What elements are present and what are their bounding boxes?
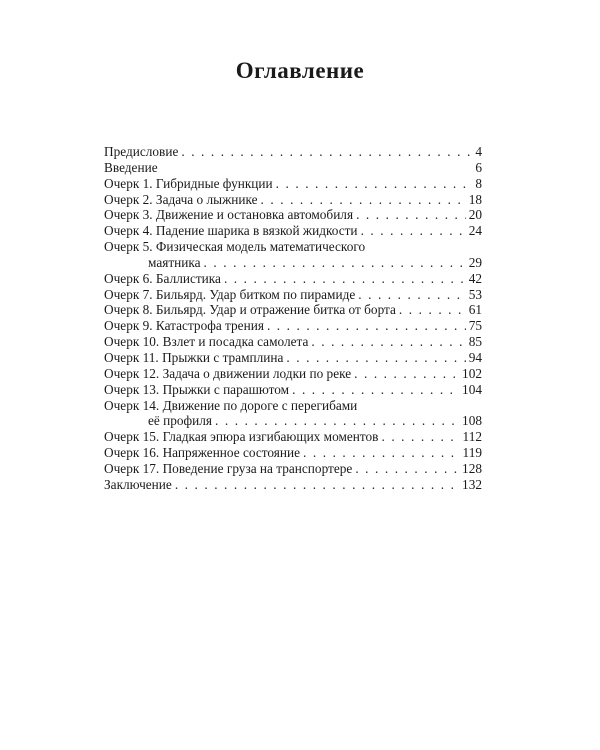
toc-leader-dots <box>311 334 465 350</box>
toc-page-number: 8 <box>475 175 482 191</box>
toc-page-number: 85 <box>468 334 482 350</box>
toc-leader-dots <box>276 176 473 192</box>
toc-page-number: 29 <box>468 254 482 270</box>
toc-leader-dots <box>175 477 459 493</box>
toc-entry-title: Очерк 8. Бильярд. Удар и отражение битка от борта <box>104 302 396 318</box>
toc-entry-title: Очерк 11. Прыжки с трамплина <box>104 349 284 365</box>
toc-leader-dots <box>381 429 459 445</box>
toc-entry-title: Очерк 16. Напряженное состояние <box>104 445 301 461</box>
toc-leader-dots <box>354 366 459 382</box>
toc-entry <box>104 144 482 160</box>
toc-entry-title: её профиля <box>148 413 213 429</box>
toc-leader-dots <box>361 223 466 239</box>
toc-page-number: 108 <box>462 413 482 429</box>
toc-entry <box>104 477 482 493</box>
toc-page-number: 75 <box>468 318 482 334</box>
toc-entry <box>104 382 482 398</box>
toc-entry <box>104 160 482 176</box>
toc-page-number: 94 <box>468 349 482 365</box>
toc-page-number: 42 <box>468 270 482 286</box>
toc-leader-dots <box>292 382 459 398</box>
toc-entry-title: Очерк 5. Физическая модель математического <box>104 239 366 255</box>
toc-leader-dots <box>215 413 459 429</box>
toc-entry-title: Очерк 9. Катастрофа трения <box>104 318 264 334</box>
toc-entry <box>104 429 482 445</box>
toc-leader-dots <box>355 461 459 477</box>
toc-entry-title: Очерк 3. Движение и остановка автомобиля <box>104 207 354 223</box>
toc-page-number: 112 <box>462 429 482 445</box>
toc-entry-title: маятника <box>148 254 201 270</box>
toc-entry-title: Введение <box>104 159 158 175</box>
toc-page-number: 20 <box>468 207 482 223</box>
toc-entry-title: Очерк 12. Задача о движении лодки по реке <box>104 365 352 381</box>
toc-entry-title: Предисловие <box>104 144 179 159</box>
toc-entry-title: Очерк 15. Гладкая эпюра изгибающих моментов <box>104 429 379 445</box>
toc-entry-title: Очерк 13. Прыжки с парашютом <box>104 381 290 397</box>
toc-entry <box>104 413 482 429</box>
toc-entry-title: Очерк 10. Взлет и посадка самолета <box>104 334 309 350</box>
toc-entry-title: Очерк 6. Баллистика <box>104 270 221 286</box>
toc-entry <box>104 223 482 239</box>
toc-entry <box>104 334 482 350</box>
toc-entry <box>104 366 482 382</box>
toc-entry-title: Очерк 7. Бильярд. Удар битком по пирамиде <box>104 286 356 302</box>
toc-page-number: 53 <box>468 286 482 302</box>
toc-page-number: 119 <box>462 445 482 461</box>
toc-leader-dots <box>399 302 466 318</box>
toc-entry-title: Очерк 17. Поведение груза на транспортере <box>104 460 353 476</box>
toc-entry <box>104 302 482 318</box>
toc-entry-title: Очерк 14. Движение по дороге с перегибами <box>104 397 358 413</box>
toc-page-number: 6 <box>475 159 482 175</box>
toc-entry <box>104 461 482 477</box>
toc-page-number: 61 <box>468 302 482 318</box>
toc-entry-title: Заключение <box>104 476 172 492</box>
toc-page-number: 18 <box>468 191 482 207</box>
toc-leader-dots <box>358 287 465 303</box>
toc-entry <box>104 271 482 287</box>
toc-page-number: 24 <box>468 223 482 239</box>
toc-entry-title: Очерк 1. Гибридные функции <box>104 175 273 191</box>
toc-entry <box>104 287 482 303</box>
toc-page-number: 102 <box>462 365 482 381</box>
toc-leader-dots <box>224 271 466 287</box>
toc-leader-dots <box>286 350 465 366</box>
toc-leader-dots <box>204 255 466 271</box>
toc-leader-dots <box>261 192 466 208</box>
toc-entry <box>104 445 482 461</box>
toc-page-number: 4 <box>475 144 482 159</box>
page-title: Оглавление <box>235 58 365 83</box>
toc-leader-dots <box>303 445 460 461</box>
toc-leader-dots <box>356 207 466 223</box>
toc-entry <box>104 192 482 208</box>
toc-leader-dots <box>181 144 472 160</box>
table-of-contents <box>104 144 482 493</box>
toc-entry <box>104 255 482 271</box>
toc-entry <box>104 207 482 223</box>
toc-entry <box>104 350 482 366</box>
toc-entry <box>104 239 482 255</box>
toc-entry <box>104 318 482 334</box>
toc-entry-title: Очерк 4. Падение шарика в вязкой жидкости <box>104 223 358 239</box>
toc-page-number: 128 <box>462 460 482 476</box>
toc-entry <box>104 176 482 192</box>
toc-entry <box>104 398 482 414</box>
toc-entry-title: Очерк 2. Задача о лыжнике <box>104 191 258 207</box>
toc-page-number: 104 <box>462 381 482 397</box>
toc-page-number: 132 <box>462 476 482 492</box>
toc-leader-dots <box>267 318 466 334</box>
